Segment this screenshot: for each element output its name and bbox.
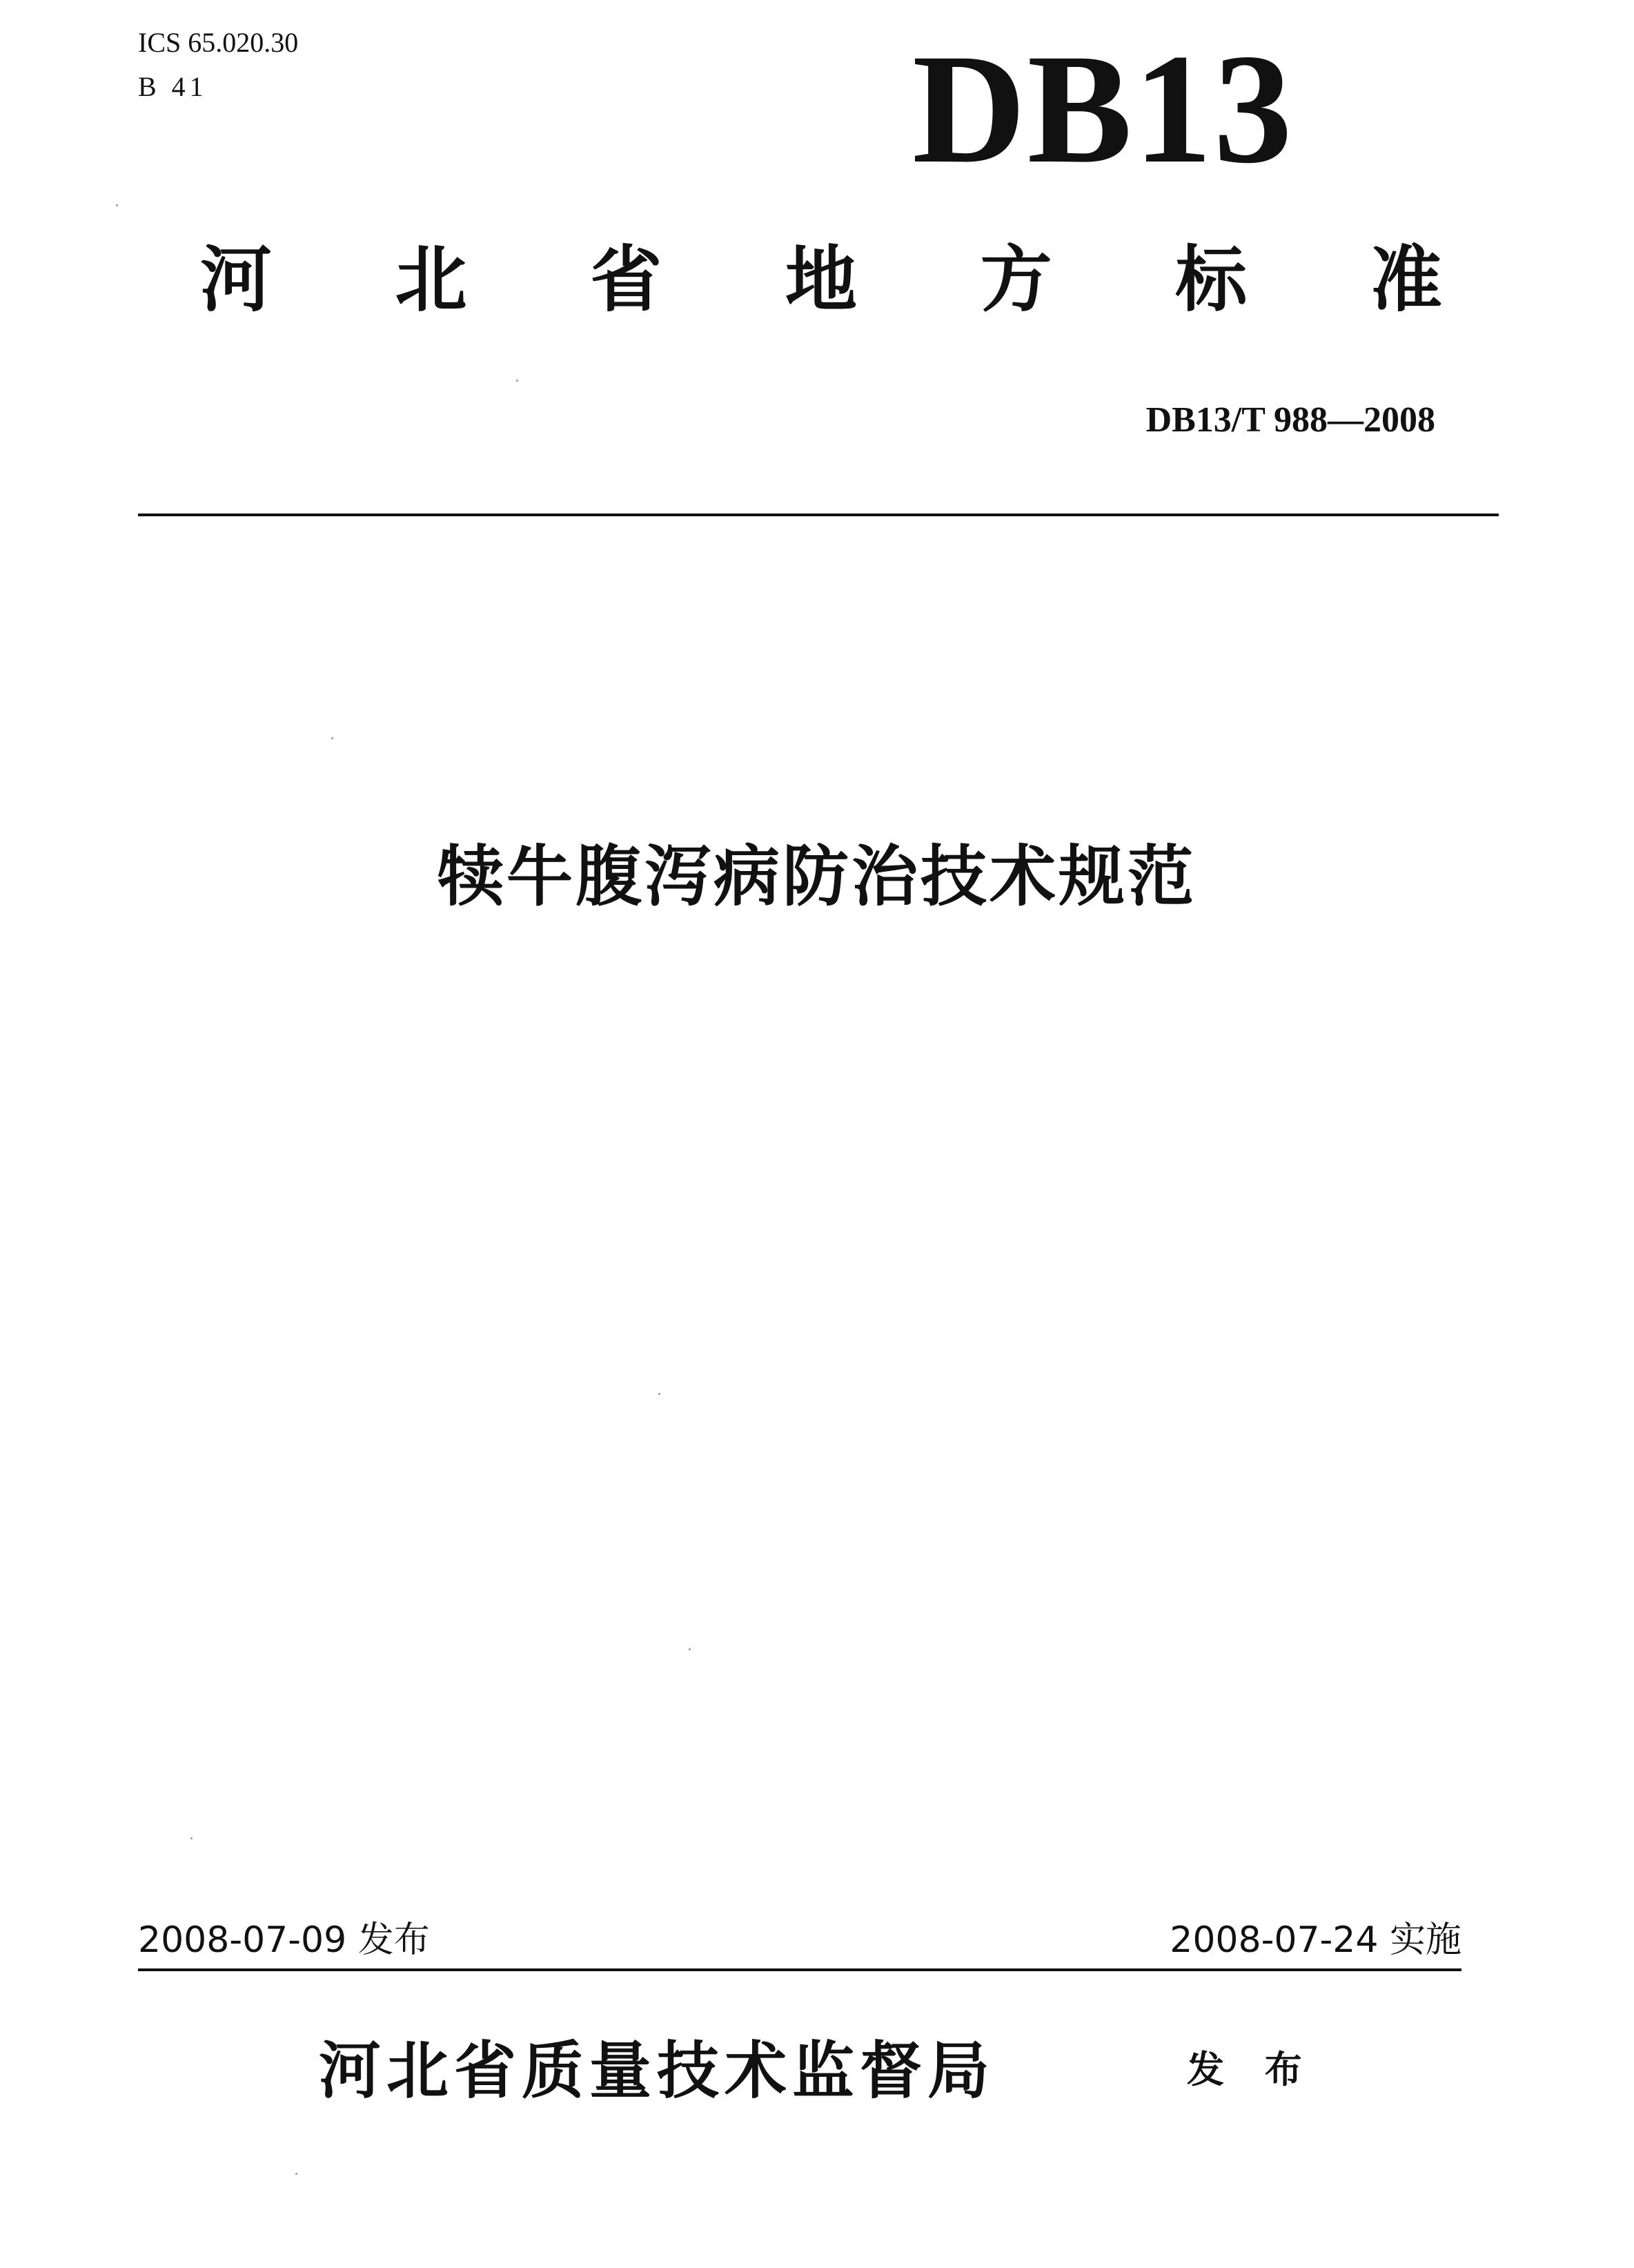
standard-type-char: 省: [590, 237, 662, 322]
scan-speck: [689, 1648, 691, 1650]
bottom-divider: [138, 1968, 1461, 1971]
standard-type-char: 标: [1175, 237, 1248, 322]
standard-number: DB13/T 988—2008: [1145, 400, 1435, 440]
scan-speck: [190, 1837, 193, 1839]
issuing-authority: 河北省质量技术监督局: [319, 2035, 995, 2107]
scan-speck: [331, 737, 333, 739]
db-code-logo: DB13: [912, 22, 1294, 196]
issue-label: 发 布: [1187, 2048, 1316, 2091]
document-title: 犊牛腹泻病防治技术规范: [437, 838, 1197, 915]
standard-type-char: 准: [1370, 237, 1442, 322]
standard-type-heading: [200, 238, 1442, 321]
standard-type-char: 方: [980, 237, 1052, 322]
standard-type-char: 河: [200, 237, 273, 322]
implementation-date: 2008-07-24 实施: [1170, 1919, 1461, 1961]
standard-type-char: 地: [785, 237, 857, 322]
ics-code: ICS 65.020.30: [138, 27, 299, 58]
ccs-code: B 41: [138, 71, 208, 102]
top-divider: [138, 514, 1499, 516]
scan-speck: [116, 204, 118, 206]
scan-speck: [658, 1393, 660, 1395]
scan-speck: [516, 380, 518, 382]
issue-date: 2008-07-09 发布: [138, 1919, 430, 1961]
scan-speck: [295, 2173, 297, 2175]
standard-type-char: 北: [395, 237, 467, 322]
